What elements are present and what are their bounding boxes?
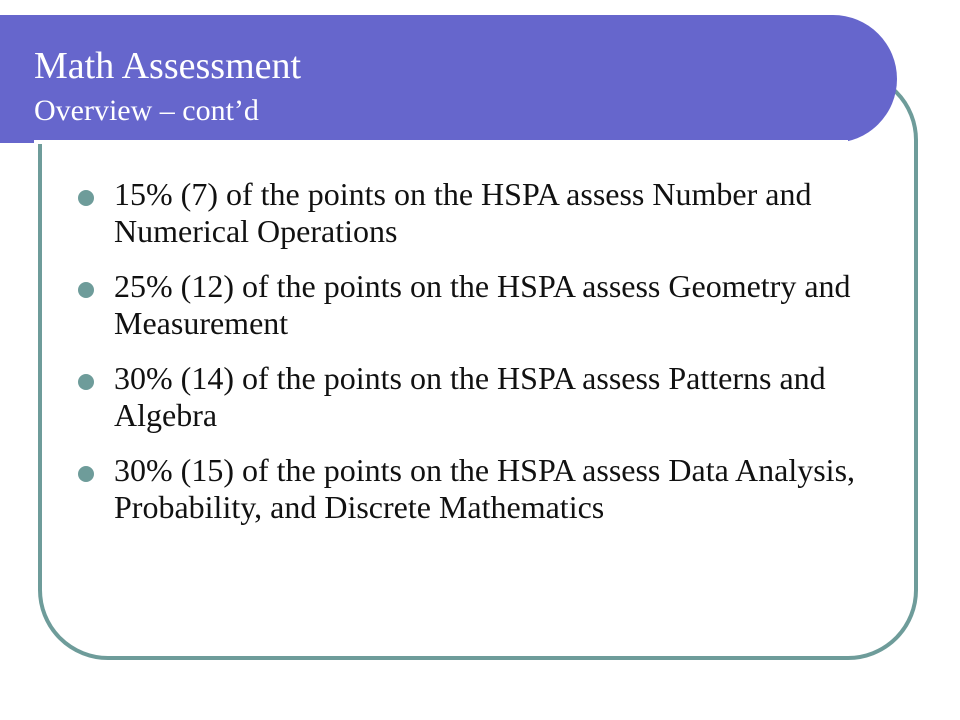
title-bar bbox=[0, 15, 897, 143]
bullet-item bbox=[76, 268, 866, 342]
bullet-text: 25% (12) of the points on the HSPA assess Geometry and Measurement bbox=[114, 268, 851, 341]
bullet-text: 15% (7) of the points on the HSPA assess Number and Numerical Operations bbox=[114, 176, 812, 249]
bullet-text: 30% (14) of the points on the HSPA assess Patterns and Algebra bbox=[114, 360, 826, 433]
bullet-dot-icon bbox=[78, 374, 94, 390]
slide-subtitle: Overview – cont’d bbox=[34, 94, 259, 127]
bullet-dot-icon bbox=[78, 466, 94, 482]
title-underline bbox=[34, 140, 848, 144]
slide-title: Math Assessment bbox=[34, 45, 302, 87]
bullet-dot-icon bbox=[78, 282, 94, 298]
bullet-dot-icon bbox=[78, 190, 94, 206]
bullet-item bbox=[76, 360, 866, 434]
bullet-list bbox=[76, 176, 866, 544]
bullet-item bbox=[76, 176, 866, 250]
bullet-text: 30% (15) of the points on the HSPA assess Data Analysis, Probability, and Discrete Mathematics bbox=[114, 452, 856, 525]
bullet-item bbox=[76, 452, 866, 526]
